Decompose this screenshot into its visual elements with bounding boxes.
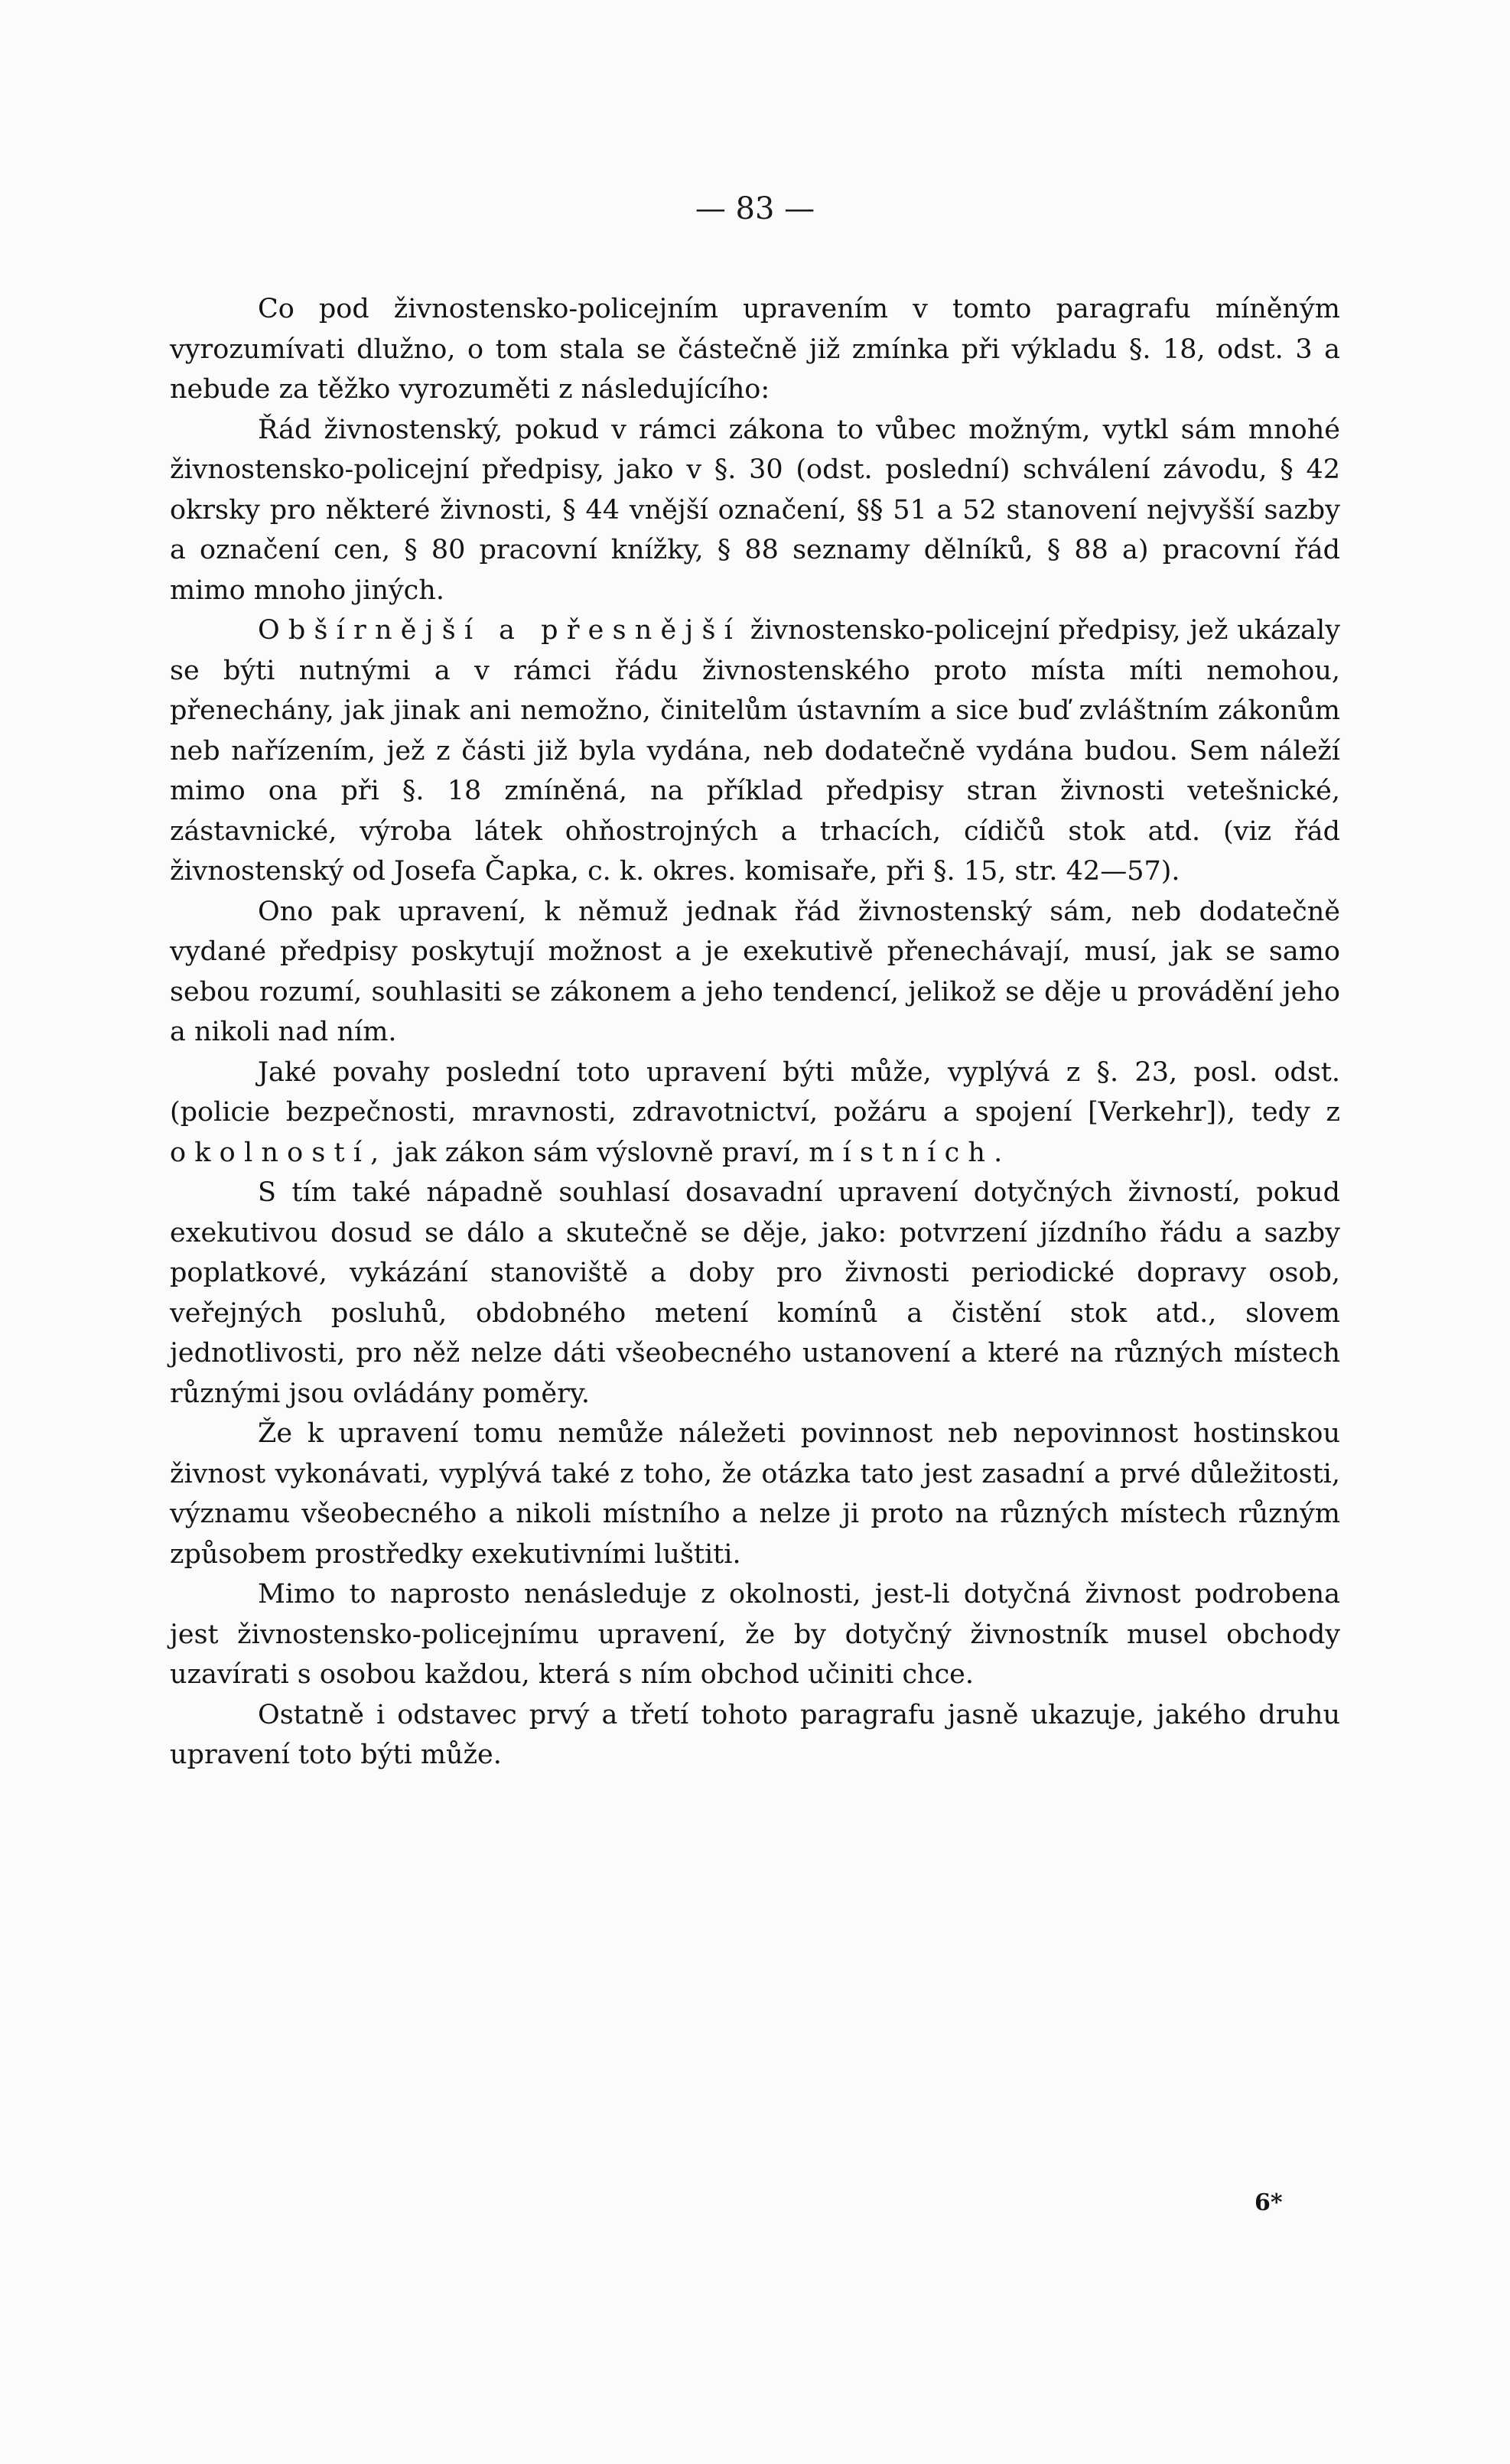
emphasized-text: Obšírnější a přesnější — [258, 615, 742, 646]
page-number: — 83 — — [695, 191, 815, 226]
paragraph — [170, 1414, 1340, 1574]
paragraph — [170, 1574, 1340, 1695]
text-run: S tím také nápadně souhlasí dosavadní upravení dotyčných živností, pokud exekutivou dosud se dálo a skutečně se děje, jako: potvrzení jízdního řádu a sazby poplatkové, vykázání stanoviště a doby pro živnosti periodické dopravy osob, veřejných posluhů, obdobného metení komínů a čistění stok atd., slovem jednotlivosti, pro něž nelze dáti všeobecného ustanovení a které na různých místech různými jsou ovládány poměry. — [170, 1177, 1340, 1409]
paragraph — [170, 410, 1340, 611]
emphasized-text: místních. — [809, 1137, 1011, 1168]
text-run: Jaké povahy poslední toto upravení býti může, vyplývá z §. 23, posl. odst. (policie bezpečnosti, mravnosti, zdravotnictví, požáru a spojení [Verkehr]), tedy z — [170, 1056, 1340, 1128]
text-run: Mimo to naprosto nenásleduje z okolnosti, jest-li dotyčná živnost podrobena jest živnostensko-policejnímu upravení, že by dotyčný živnostník musel obchody uzavírati s osobou každou, která s ním obchod učiniti chce. — [170, 1579, 1340, 1690]
signature-mark: 6* — [1255, 2189, 1283, 2216]
text-run: Že k upravení tomu nemůže náležeti povinnost neb nepovinnost hostinskou živnost vykonávati, vyplývá také z toho, že otázka tato jest zasadní a prvé důležitosti, významu všeobecného a nikoli místního a nelze ji proto na různých místech různým způsobem prostředky exekutivními luštiti. — [170, 1418, 1340, 1570]
text-run: Ono pak upravení, k němuž jednak řád živnostenský sám, neb dodatečně vydané předpisy poskytují možnost a je exekutivě přenechávají, musí, jak se samo sebou rozumí, souhlasiti se zákonem a jeho tendencí, jelikož se děje u provádění jeho a nikoli nad ním. — [170, 896, 1340, 1047]
text-run: živnostensko-policejní předpisy, jež ukázaly se býti nutnými a v rámci řádu živnostenského proto místa míti nemohou, přenechány, jak jinak ani nemožno, činitelům ústavním a sice buď zvláštním zákonům neb nařízením, jež z části již byla vydána, neb dodatečně vydána budou. Sem náleží mimo ona při §. 18 zmíněná, na příklad předpisy stran živnosti vetešnické, zástavnické, výroba látek ohňostrojných a trhacích, cídičů stok atd. (viz řád živnostenský od Josefa Čapka, c. k. okres. komisaře, při §. 15, str. 42—57). — [170, 615, 1340, 887]
paragraph — [170, 1053, 1340, 1173]
paragraph — [170, 892, 1340, 1053]
paragraph — [170, 1173, 1340, 1414]
body-text — [170, 289, 1340, 1776]
text-run: Řád živnostenský, pokud v rámci zákona to vůbec možným, vytkl sám mnohé živnostensko-policejní předpisy, jako v §. 30 (odst. poslední) schválení závodu, § 42 okrsky pro některé živnosti, § 44 vnější označení, §§ 51 a 52 stanovení nejvyšší sazby a označení cen, § 80 pracovní knížky, § 88 seznamy dělníků, § 88 a) pracovní řád mimo mnoho jiných. — [170, 414, 1340, 606]
text-run: Co pod živnostensko-policejním upravením v tomto paragrafu míněným vyrozumívati dlužno, o tom stala se částečně již zmínka při výkladu §. 18, odst. 3 a nebude za těžko vyrozuměti z následujícího: — [170, 294, 1340, 405]
paragraph — [170, 289, 1340, 410]
text-run: jak zákon sám výslovně praví, — [387, 1137, 809, 1168]
emphasized-text: okolností, — [170, 1137, 388, 1168]
text-run: Ostatně i odstavec prvý a třetí tohoto paragrafu jasně ukazuje, jakého druhu upravení toto býti může. — [170, 1699, 1340, 1770]
paragraph — [170, 1695, 1340, 1776]
paragraph — [170, 610, 1340, 892]
